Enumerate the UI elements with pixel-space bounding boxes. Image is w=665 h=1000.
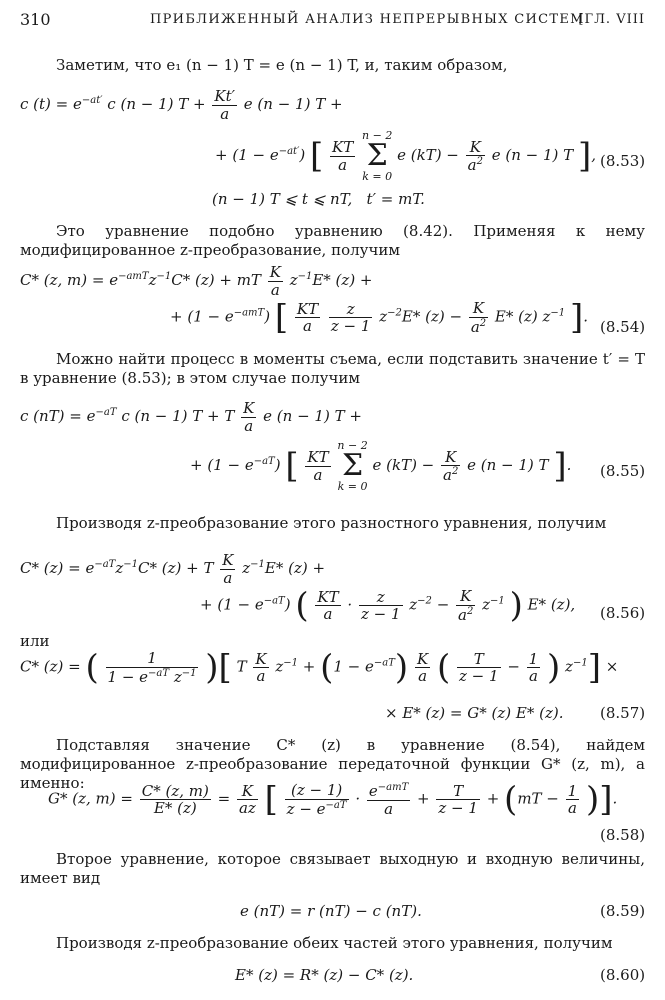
equation-number-8-59: (8.59): [600, 902, 646, 920]
equation-8-54-line1: C* (z, $m) = e^{-amT}z^{-1}C*$ (z) + mT $\frac{K}{a}$ $z^{-1}E*$ (z) +: [20, 263, 373, 299]
running-header: [20, 10, 645, 32]
equation-number-8-57: (8.57): [600, 704, 646, 722]
equation-8-55-line2: + $(1 - e^{-aT})$ [ $\frac{KT}{a}$ n − 2 Σ k = 0 e (kT) − $\frac{K}{a^2}$ e (n − 1) T ].: [190, 439, 572, 493]
equation-number-8-54: (8.54): [600, 318, 646, 336]
chapter-label: [ГЛ. VIII: [578, 12, 645, 27]
equation-8-55-line1: c $(nT) = e^{-aT}$ c (n − 1) T + T $\frac{K}{a}$ e (n − 1) T +: [20, 399, 362, 435]
equation-8-56-line2: + $(1 - e^{-aT})$ ( $\frac{KT}{a}$ · $\frac{z}{z - 1}$ $z^{-2}$ − $\frac{K}{a^2}$ $z^{-1}$ ) E* (z),: [200, 585, 576, 626]
equation-number-8-56: (8.56): [600, 604, 646, 622]
equation-8-53-line3: (n − 1) T ⩽ t ⩽ nT, t′ = mT.: [212, 190, 425, 208]
equation-8-56-line1: C* $(z) = e^{-aT}z^{-1}C*$ (z) + T $\frac{K}{a}$ $z^{-1}E*$ (z) +: [20, 551, 326, 587]
paragraph-5: или: [20, 632, 50, 650]
equation-8-57-line2: × E* (z) = G* (z) E* (z).: [385, 704, 564, 722]
equation-number-8-53: (8.53): [600, 152, 646, 170]
equation-8-58: G* (z, m) = $\frac{C* (z, m)}{E* (z)}$ = $\frac{K}{az}$ [ $\frac{(z - 1)}{z - e^{-aT}}$ · $e^{-amT}$ a + $\frac{T}{z - 1}$ + (mT − $\frac{1}{a}$ )].: [48, 779, 618, 820]
equation-8-53-line1: c $(t) = e^{-at'}$ c (n − 1) T + $\frac{Kt'}{a}$ e (n − 1) T +: [20, 87, 343, 123]
paragraph-8: Производя z-преобразование обеих частей этого уравнения, получим: [56, 934, 613, 952]
paragraph-3: Можно найти процесс в моменты съема, если подставить значение t′ = T в уравнение (8.53); в этом случае получим: [20, 350, 645, 387]
paragraph-6: Подставляя значение C* (z) в уравнение (8.54), найдем модифицированное z-преобразование передаточной функции G* (z, m), а именно:: [20, 736, 645, 792]
equation-8-59: e (nT) = r (nT) − c (nT).: [240, 902, 422, 920]
equation-8-57-line1: C* (z) = ( $\frac{1}{1 - e^{-aT} z^{-1}}$ )[ T $\frac{K}{a}$ $z^{-1} + (1 - e^{-aT})$ $\frac{K}{a}$ ( $\frac{T}{z - 1}$ − $\frac{1}{a}$ ) $z^{-1}$] ×: [20, 647, 619, 688]
page-number: 310: [20, 10, 51, 29]
paragraph-1: Заметим, что e₁ (n − 1) T = e (n − 1) T, и, таким образом,: [56, 56, 508, 74]
equation-number-8-58: (8.58): [600, 826, 646, 844]
equation-number-8-60: (8.60): [600, 966, 646, 984]
equation-8-54-line2: + $(1 - e^{-amT})$ [ $\frac{KT}{a}$ $\frac{z}{z - 1}$ $z^{-2}E*$ (z) − $\frac{K}{a^2}$ E* (z) $z^{-1}$ ].: [170, 297, 588, 338]
equation-8-53-line2: + $(1 - e^{-at'})$ [ $\frac{KT}{a}$ n − 2 Σ k = 0 e (kT) − $\frac{K}{a^2}$ e (n − 1) T ],: [215, 129, 596, 183]
running-title: ПРИБЛИЖЕННЫЙ АНАЛИЗ НЕПРЕРЫВНЫХ СИСТЕМ: [150, 12, 585, 27]
equation-number-8-55: (8.55): [600, 462, 646, 480]
paragraph-7: Второе уравнение, которое связывает выходную и входную величины, имеет вид: [20, 850, 645, 887]
paragraph-2: Это уравнение подобно уравнению (8.42). Применяя к нему модифицированное z-преобразование, получим: [20, 222, 645, 259]
equation-8-60: E* (z) = R* (z) − C* (z).: [235, 966, 414, 984]
paragraph-4: Производя z-преобразование этого разностного уравнения, получим: [56, 514, 607, 532]
